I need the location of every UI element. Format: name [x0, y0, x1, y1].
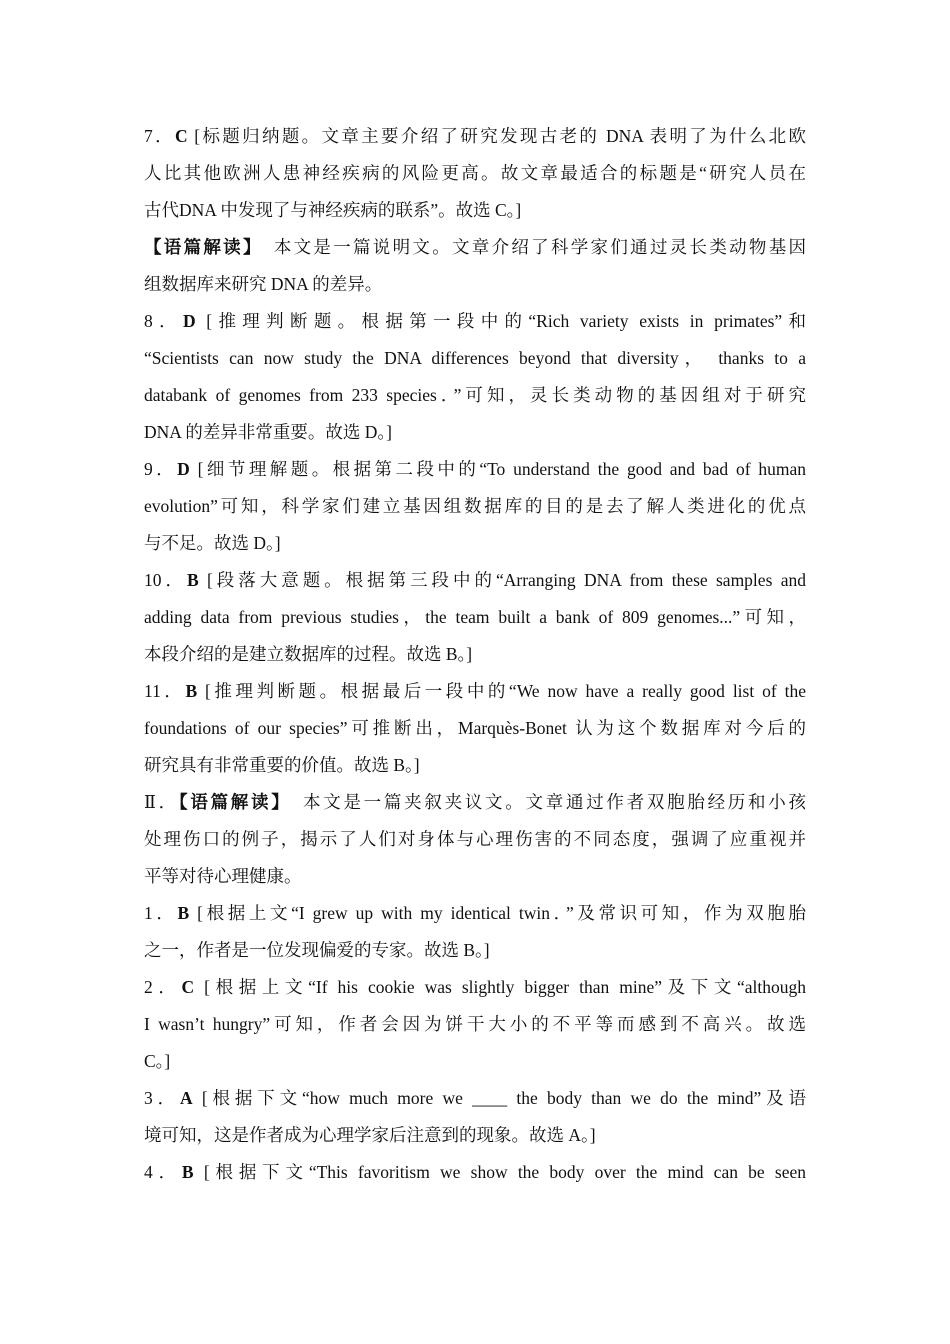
text-line: [144, 969, 806, 1006]
line-text: I wasn’t hungry”可知，作者会因为饼干大小的不平等而感到不高兴。故选: [144, 1014, 806, 1034]
text-line: [144, 747, 806, 784]
text-line: [144, 192, 806, 229]
text-line: [144, 229, 806, 266]
question-number: 7．: [144, 126, 175, 146]
question-number: 11．: [144, 681, 186, 701]
line-text: 与不足。故选 D。]: [144, 533, 281, 553]
line-text: evolution”可知，科学家们建立基因组数据库的目的是去了解人类进化的优点: [144, 496, 806, 516]
text-line: [144, 784, 806, 821]
line-text: 处理伤口的例子，揭示了人们对身体与心理伤害的不同态度，强调了应重视并: [144, 829, 806, 849]
answer-key: A: [179, 1088, 193, 1108]
line-text: databank of genomes from 233 species．”可知，灵长类动物的基因组对于研究: [144, 385, 806, 405]
text-line: [144, 488, 806, 525]
line-text: DNA 的差异非常重要。故选 D。]: [144, 422, 392, 442]
line-text: 古代DNA 中发现了与神经疾病的联系”。故选 C。]: [144, 200, 522, 220]
question-number: Ⅱ．: [144, 792, 179, 812]
answer-key: D: [177, 459, 190, 479]
line-text: [根据下文“This favoritism we show the body over the mind can be seen: [193, 1162, 807, 1182]
text-line: [144, 1006, 806, 1043]
text-line: [144, 414, 806, 451]
answer-key: C: [181, 977, 195, 997]
line-text: 人比其他欧洲人患神经疾病的风险更高。故文章最适合的标题是“研究人员在: [144, 163, 806, 183]
line-text: [推理判断题。根据第一段中的“Rich variety exists in primates”和: [195, 311, 807, 331]
text-line: [144, 821, 806, 858]
line-text: [标题归纳题。文章主要介绍了研究发现古老的 DNA 表明了为什么北欧: [187, 126, 807, 146]
answer-key: B: [185, 681, 198, 701]
text-line: [144, 451, 806, 488]
line-text: adding data from previous studies，the team built a bank of 809 genomes...”可知，: [144, 607, 806, 627]
text-line: [144, 599, 806, 636]
line-text: [段落大意题。根据第三段中的“Arranging DNA from these samples and: [198, 570, 806, 590]
text-line: [144, 1154, 806, 1191]
question-number: 8．: [144, 311, 183, 331]
text-line: [144, 895, 806, 932]
text-line: [144, 636, 806, 673]
text-line: [144, 1043, 806, 1080]
question-number: 2．: [144, 977, 182, 997]
text-line: [144, 1080, 806, 1117]
answer-key: C: [174, 126, 188, 146]
section-label: 【语篇解读】: [178, 792, 283, 812]
line-text: 之一，作者是一位发现偏爱的专家。故选 B。]: [144, 940, 490, 960]
question-number: 9．: [144, 459, 178, 479]
answer-key: B: [177, 903, 190, 923]
question-number: 1．: [144, 903, 178, 923]
line-text: 平等对待心理健康。: [144, 866, 302, 886]
question-number: 10．: [144, 570, 187, 590]
text-line: [144, 266, 806, 303]
line-text: [推理判断题。根据最后一段中的“We now have a really good list of the: [197, 681, 807, 701]
line-text: [细节理解题。根据第二段中的“To understand the good and bad of human: [189, 459, 807, 479]
text-line: [144, 932, 806, 969]
line-text: 本文是一篇夹叙夹议文。文章通过作者双胞胎经历和小孩: [282, 792, 807, 812]
text-line: [144, 118, 806, 155]
answer-key: D: [182, 311, 196, 331]
text-line: [144, 1117, 806, 1154]
line-text: 境可知，这是作者成为心理学家后注意到的现象。故选 A。]: [144, 1125, 596, 1145]
text-line: [144, 303, 806, 340]
line-text: [根据下文“how much more we ____ the body than we do the mind”及语: [192, 1088, 807, 1108]
line-text: 组数据库来研究 DNA 的差异。: [144, 274, 383, 294]
line-text: [根据上文“I grew up with my identical twin．”及常识可知，作为双胞胎: [189, 903, 807, 923]
text-line: [144, 562, 806, 599]
text-line: [144, 377, 806, 414]
question-number: 3．: [144, 1088, 180, 1108]
text-line: [144, 710, 806, 747]
line-text: 本文是一篇说明文。文章介绍了科学家们通过灵长类动物基因: [254, 237, 807, 257]
text-line: [144, 155, 806, 192]
answer-key: B: [186, 570, 199, 590]
line-text: 研究具有非常重要的价值。故选 B。]: [144, 755, 420, 775]
text-line: [144, 858, 806, 895]
text-line: [144, 673, 806, 710]
line-text: foundations of our species”可推断出，Marquès-Bonet 认为这个数据库对今后的: [144, 718, 806, 738]
line-text: C。]: [144, 1051, 171, 1071]
line-text: [根据上文“If his cookie was slightly bigger than mine”及下文“although: [194, 977, 806, 997]
line-text: “Scientists can now study the DNA differences beyond that diversity， thanks to a: [144, 348, 806, 368]
text-line: [144, 525, 806, 562]
text-line: [144, 340, 806, 377]
section-label: 【语篇解读】: [144, 237, 255, 257]
document-page: [144, 118, 806, 1191]
answer-key: B: [181, 1162, 194, 1182]
question-number: 4．: [144, 1162, 182, 1182]
line-text: 本段介绍的是建立数据库的过程。故选 B。]: [144, 644, 473, 664]
